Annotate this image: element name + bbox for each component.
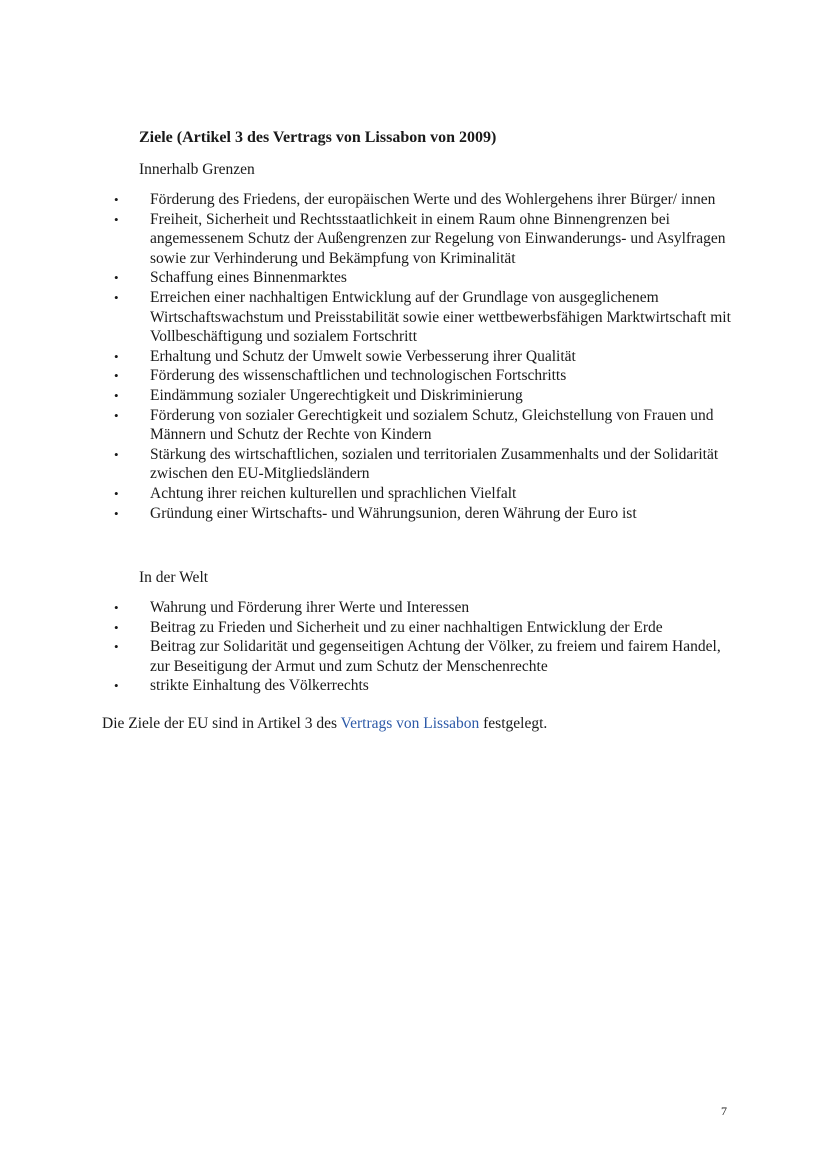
footer-text-after: festgelegt. <box>479 715 548 732</box>
list-item <box>0 347 828 367</box>
list-item <box>0 268 828 288</box>
list-item <box>0 504 828 524</box>
list-item <box>0 190 828 210</box>
goals-list-inside <box>0 190 828 523</box>
list-item <box>0 618 828 638</box>
bullet-icon: • <box>114 600 119 615</box>
list-item-text: Schaffung eines Binnenmarktes <box>150 269 347 287</box>
lisbon-treaty-link[interactable]: Vertrags von Lissabon <box>340 715 480 732</box>
section-heading: Ziele (Artikel 3 des Vertrags von Lissabon von 2009) <box>139 129 497 146</box>
bullet-icon: • <box>114 368 119 384</box>
goals-list-world <box>0 598 828 696</box>
footer-text-before: Die Ziele der EU sind in Artikel 3 des <box>102 715 341 732</box>
list-item <box>0 366 828 386</box>
list-item-text: Gründung einer Wirtschafts- und Währungsunion, deren Währung der Euro ist <box>150 504 637 522</box>
bullet-icon: • <box>114 619 119 635</box>
list-item <box>0 637 828 676</box>
bullet-icon: • <box>114 678 119 694</box>
bullet-icon: • <box>114 639 119 655</box>
list-item <box>0 386 828 406</box>
list-item <box>0 676 828 696</box>
bullet-icon: • <box>114 270 119 286</box>
list-item-text: Stärkung des wirtschaftlichen, sozialen und territorialen Zusammenhalts und der Solidarität zwischen den EU-Mitgliedsländern <box>150 445 719 483</box>
list-item-text: Erreichen einer nachhaltigen Entwicklung auf der Grundlage von ausgeglichenem Wirtschaftswachstum und Preisstabilität sowie einer wettbewerbsfähigen Marktwirtschaft mit Vollbeschäftigung und sozialem Fortschritt <box>150 288 731 346</box>
list-item-text: Achtung ihrer reichen kulturellen und sprachlichen Vielfalt <box>150 484 517 502</box>
list-item <box>0 210 828 269</box>
page-number: 7 <box>721 1104 727 1118</box>
list-item <box>0 445 828 484</box>
subheading-inside-borders: Innerhalb Grenzen <box>139 161 255 178</box>
bullet-icon: • <box>114 192 119 207</box>
list-item-text: strikte Einhaltung des Völkerrechts <box>150 677 369 695</box>
bullet-icon: • <box>114 505 119 521</box>
bullet-icon: • <box>114 211 119 227</box>
bullet-icon: • <box>114 348 119 364</box>
list-item-text: Wahrung und Förderung ihrer Werte und Interessen <box>150 599 470 616</box>
bullet-icon: • <box>114 485 119 501</box>
list-item-text: Freiheit, Sicherheit und Rechtsstaatlichkeit in einem Raum ohne Binnengrenzen bei angemessenem Schutz der Außengrenzen zur Regelung von Einwanderungs- und Asylfragen sowie zur Verhinderung und Bekämpfung von Kriminalität <box>150 210 726 267</box>
list-item-text: Förderung des wissenschaftlichen und technologischen Fortschritts <box>150 367 567 385</box>
bullet-icon: • <box>114 289 119 305</box>
bullet-icon: • <box>114 446 119 462</box>
list-item-text: Erhaltung und Schutz der Umwelt sowie Verbesserung ihrer Qualität <box>150 347 576 365</box>
footer-sentence <box>102 715 547 733</box>
list-item <box>0 288 828 347</box>
subheading-in-the-world: In der Welt <box>139 569 209 586</box>
bullet-icon: • <box>114 387 119 403</box>
list-item-text: Förderung des Friedens, der europäischen Werte und des Wohlergehens ihrer Bürger/ innen <box>150 191 716 208</box>
list-item-text: Beitrag zur Solidarität und gegenseitigen Achtung der Völker, zu freiem und fairem Handel, zur Beseitigung der Armut und zum Schutz der Menschenrechte <box>150 638 721 675</box>
list-item <box>0 598 828 618</box>
list-item-text: Eindämmung sozialer Ungerechtigkeit und Diskriminierung <box>150 386 523 404</box>
list-item <box>0 484 828 504</box>
list-item-text: Beitrag zu Frieden und Sicherheit und zu einer nachhaltigen Entwicklung der Erde <box>150 618 663 636</box>
list-item <box>0 406 828 445</box>
list-item-text: Förderung von sozialer Gerechtigkeit und sozialem Schutz, Gleichstellung von Frauen und Männern und Schutz der Rechte von Kindern <box>150 406 714 444</box>
bullet-icon: • <box>114 407 119 423</box>
